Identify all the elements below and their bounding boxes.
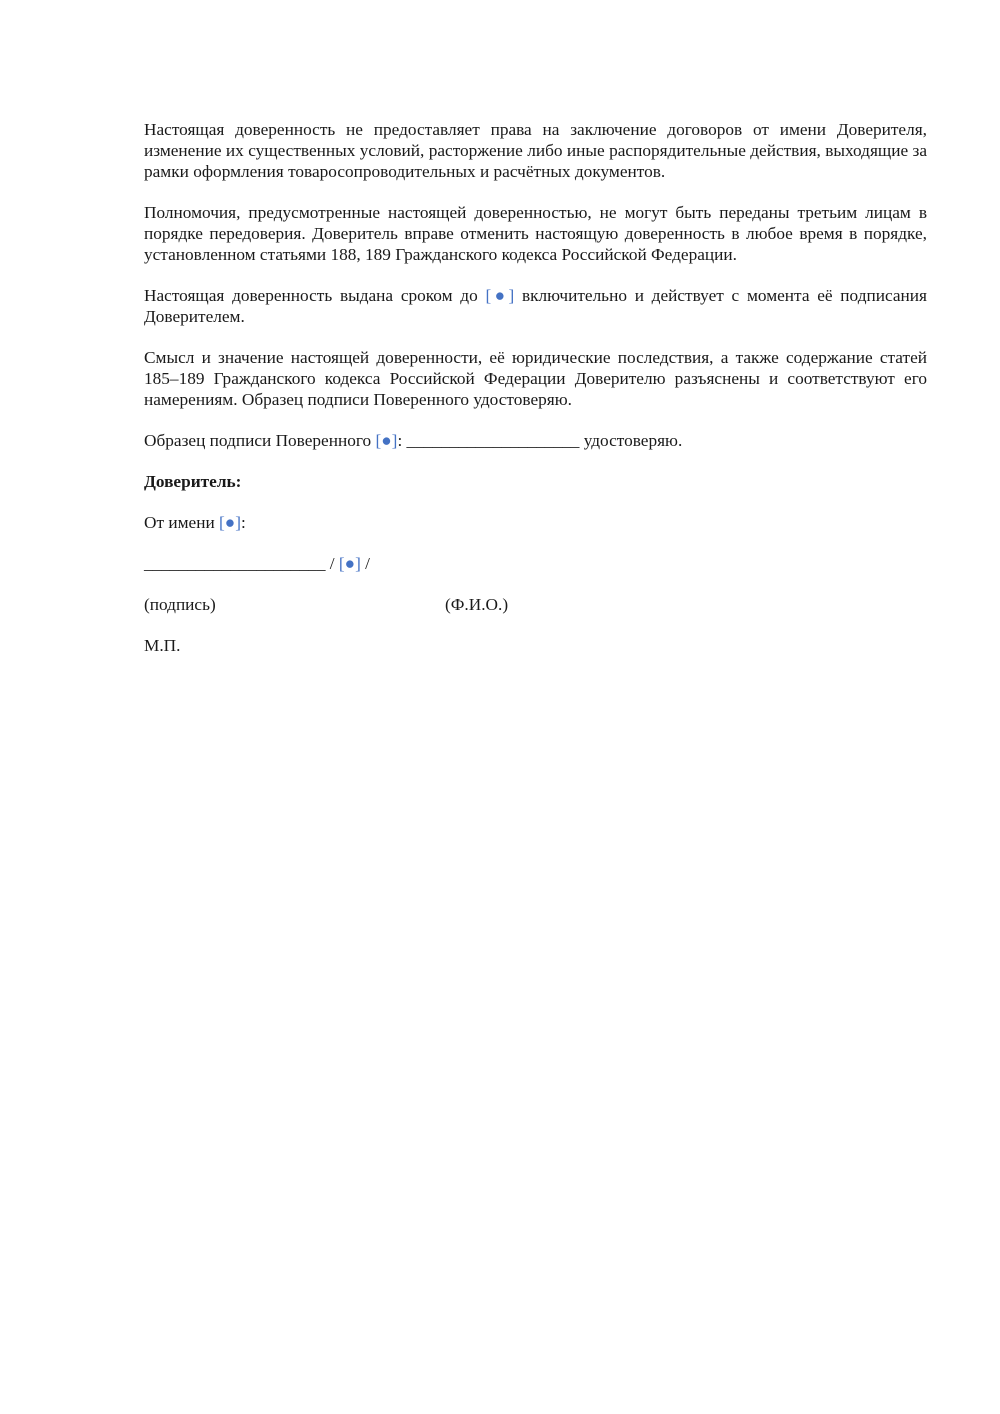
signature-blank: _____________________ / (144, 554, 339, 573)
attorney-name-placeholder[interactable]: [●] (375, 431, 398, 450)
term-date-placeholder[interactable]: [●] (485, 286, 515, 305)
principal-heading: Доверитель: (144, 472, 242, 491)
signature-label: (подпись) (144, 595, 216, 614)
sample-signature-line (144, 430, 927, 451)
term-text-after: включительно и действует с момента её подписания Доверителем. (144, 286, 927, 326)
signature-labels (144, 594, 927, 615)
paragraph-no-delegation: Полномочия, предусмотренные настоящей доверенностью, не могут быть переданы третьим лицам в порядке передоверия. Доверитель вправе отменить настоящую доверенность в любое время в порядке, установленном статьями 188, 189 Гражданского кодекса Российской Федерации. (144, 203, 927, 264)
on-behalf-text-before: От имени (144, 513, 220, 532)
signature-line (144, 553, 927, 574)
sample-signature-text-after: : ____________________ удостоверяю. (397, 431, 683, 450)
on-behalf-line (144, 512, 927, 533)
signatory-name-placeholder[interactable]: [●] (338, 554, 361, 573)
document-body (144, 119, 927, 676)
principal-name-placeholder[interactable]: [●] (219, 513, 241, 532)
term-text-before: Настоящая доверенность выдана сроком до (144, 286, 486, 305)
paragraph-explanation: Смысл и значение настоящей доверенности, её юридические последствия, а также содержание статей 185–189 Гражданского кодекса Российской Федерации Доверителю разъяснены и соответствуют его намерениям. Образец подписи Поверенного удостоверяю. (144, 348, 927, 409)
seal-place: М.П. (144, 636, 181, 655)
paragraph-term (144, 285, 927, 327)
on-behalf-text-after: : (240, 513, 246, 532)
full-name-label: (Ф.И.О.) (445, 595, 509, 614)
paragraph-no-contract-authority: Настоящая доверенность не предоставляет права на заключение договоров от имени Доверителя, изменение их существенных условий, расторжение либо иные распорядительные действия, выходящие за рамки оформления товаросопроводительных и расчётных документов. (144, 120, 927, 181)
sample-signature-text-before: Образец подписи Поверенного (144, 431, 376, 450)
signature-line-end: / (360, 554, 370, 573)
